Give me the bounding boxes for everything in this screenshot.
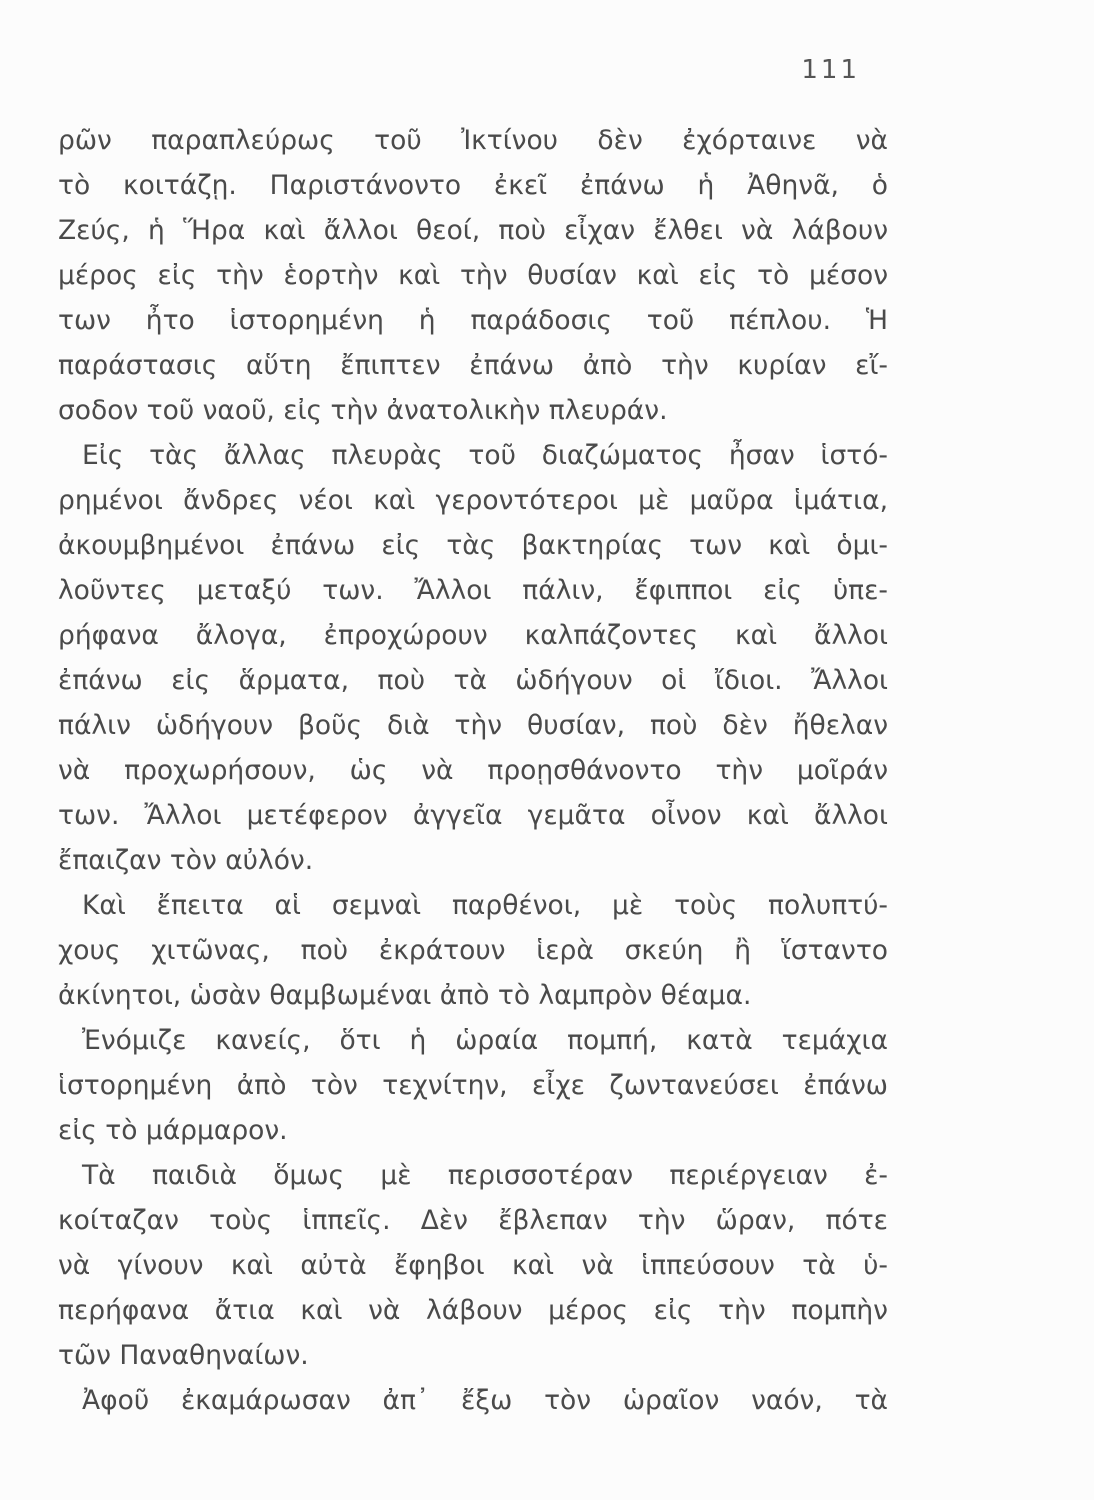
text-line: νὰ προχωρήσουν, ὡς νὰ προῃσθάνοντο τὴν μοῖράν: [58, 755, 888, 786]
text-line: Καὶ ἔπειτα αἱ σεμναὶ παρθένοι, μὲ τοὺς πολυπτύ-: [82, 890, 888, 921]
text-line: ἀκουμβημένοι ἐπάνω εἰς τὰς βακτηρίας των καὶ ὁμι-: [58, 530, 888, 561]
text-line: ρημένοι ἄνδρες νέοι καὶ γεροντότεροι μὲ μαῦρα ἱμάτια,: [58, 485, 888, 516]
text-line: χους χιτῶνας, ποὺ ἐκράτουν ἱερὰ σκεύη ἢ ἵσταντο: [58, 935, 888, 966]
text-line: των. Ἄλλοι μετέφερον ἀγγεῖα γεμᾶτα οἶνον καὶ ἄλλοι: [58, 800, 888, 831]
text-line: ρήφανα ἄλογα, ἐπροχώρουν καλπάζοντες καὶ ἄλλοι: [58, 620, 888, 651]
text-line: Εἰς τὰς ἄλλας πλευρὰς τοῦ διαζώματος ἦσαν ἱστό-: [82, 440, 888, 471]
text-line: μέρος εἰς τὴν ἑορτὴν καὶ τὴν θυσίαν καὶ εἰς τὸ μέσον: [58, 260, 888, 291]
text-line: ἔπαιζαν τὸν αὐλόν.: [58, 845, 314, 876]
text-line: νὰ γίνουν καὶ αὐτὰ ἔφηβοι καὶ νὰ ἱππεύσουν τὰ ὑ-: [58, 1250, 888, 1281]
text-line: παράστασις αὕτη ἔπιπτεν ἐπάνω ἀπὸ τὴν κυρίαν εἴ-: [58, 350, 888, 381]
text-line: πάλιν ὡδήγουν βοῦς διὰ τὴν θυσίαν, ποὺ δὲν ἤθελαν: [58, 710, 888, 741]
text-line: τῶν Παναθηναίων.: [58, 1340, 309, 1371]
body-text: [58, 118, 888, 1423]
text-line: Ζεύς, ἡ Ἥρα καὶ ἄλλοι θεοί, ποὺ εἶχαν ἔλθει νὰ λάβουν: [58, 215, 888, 246]
text-line: τὸ κοιτάζῃ. Παριστάνοντο ἐκεῖ ἐπάνω ἡ Ἀθηνᾶ, ὁ: [58, 170, 888, 201]
text-line: των ἦτο ἱστορημένη ἡ παράδοσις τοῦ πέπλου. Ἡ: [58, 305, 888, 336]
text-line: ἱστορημένη ἀπὸ τὸν τεχνίτην, εἶχε ζωντανεύσει ἐπάνω: [58, 1070, 888, 1101]
text-line: ἐπάνω εἰς ἅρματα, ποὺ τὰ ὡδήγουν οἱ ἴδιοι. Ἄλλοι: [58, 665, 888, 696]
text-line: κοίταζαν τοὺς ἱππεῖς. Δὲν ἔβλεπαν τὴν ὥραν, πότε: [58, 1205, 888, 1236]
text-line: ρῶν παραπλεύρως τοῦ Ἰκτίνου δὲν ἐχόρταινε νὰ: [58, 125, 888, 156]
text-line: Ἐνόμιζε κανείς, ὅτι ἡ ὡραία πομπή, κατὰ τεμάχια: [82, 1025, 888, 1056]
text-line: Ἀφοῦ ἐκαμάρωσαν ἀπ᾽ ἔξω τὸν ὡραῖον ναόν, τὰ: [82, 1385, 888, 1416]
page-number: 111: [801, 55, 860, 85]
text-line: περήφανα ἄτια καὶ νὰ λάβουν μέρος εἰς τὴν πομπὴν: [58, 1295, 888, 1326]
text-line: εἰς τὸ μάρμαρον.: [58, 1115, 288, 1146]
text-line: σοδον τοῦ ναοῦ, εἰς τὴν ἀνατολικὴν πλευράν.: [58, 395, 668, 426]
text-line: Τὰ παιδιὰ ὅμως μὲ περισσοτέραν περιέργειαν ἐ-: [82, 1160, 888, 1191]
text-line: λοῦντες μεταξύ των. Ἄλλοι πάλιν, ἔφιπποι εἰς ὑπε-: [58, 575, 888, 606]
text-line: ἀκίνητοι, ὡσὰν θαμβωμέναι ἀπὸ τὸ λαμπρὸν θέαμα.: [58, 980, 752, 1011]
